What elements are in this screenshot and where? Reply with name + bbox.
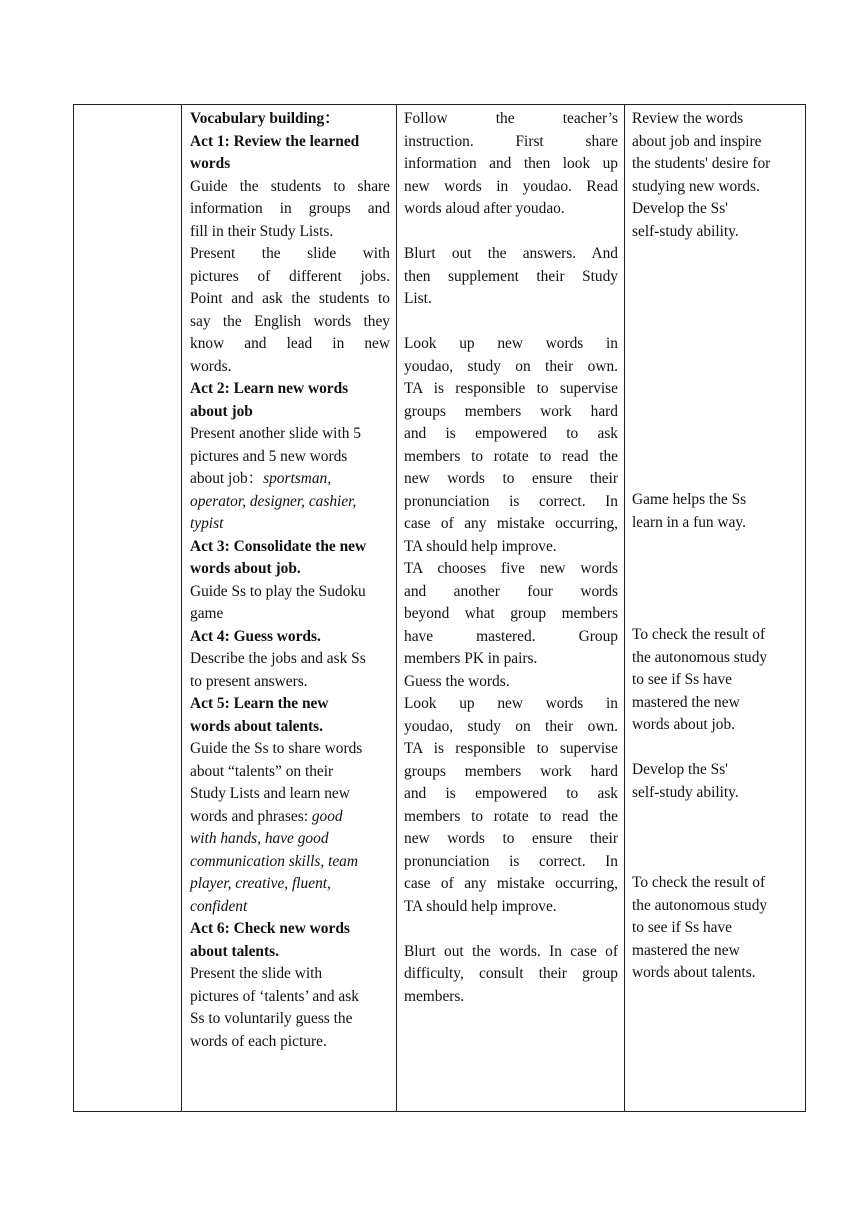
student-text: Guess the words. <box>404 672 510 690</box>
purpose-cell <box>632 872 802 985</box>
act1-text: Guide the students to share <box>190 177 390 195</box>
purpose-text: mastered the new <box>632 693 740 711</box>
student-text: TA is responsible to supervise <box>404 740 618 757</box>
act1-text: say the English words they <box>190 312 390 330</box>
student-text: TA is responsible to supervise <box>404 380 618 397</box>
teacher-activities-cell <box>190 108 390 1053</box>
purpose-text: self-study ability. <box>632 783 739 801</box>
act1-text: Present the slide with <box>190 245 390 262</box>
act1-text: information in groups and <box>190 200 390 217</box>
student-text: pronunciation is correct. In <box>404 852 618 870</box>
purpose-text: Develop the Ss' <box>632 200 728 217</box>
act5-phrases-lead: words and phrases: <box>190 807 308 825</box>
purpose-text: learn in a fun way. <box>632 513 746 531</box>
act2-about-job: about job： <box>190 470 264 487</box>
purpose-text: words about talents. <box>632 964 756 981</box>
act6-text: words of each picture. <box>190 1032 327 1050</box>
column-divider <box>396 105 397 1111</box>
purpose-text: To check the result of <box>632 626 766 643</box>
act5-title: Act 5: Learn the new <box>190 695 329 712</box>
act6-text: Ss to voluntarily guess the <box>190 1010 353 1027</box>
paragraph-gap <box>404 221 618 244</box>
column-divider <box>181 105 182 1111</box>
act4-text: Describe the jobs and ask Ss <box>190 650 366 667</box>
act6-title: about talents. <box>190 942 279 960</box>
student-text: new words to ensure their <box>404 830 618 847</box>
student-text: members. <box>404 987 465 1005</box>
act1-text: know and lead in new <box>190 335 390 352</box>
purpose-text: Review the words <box>632 110 744 127</box>
act3-title: Act 3: Consolidate the new <box>190 537 367 555</box>
purpose-text: Game helps the Ss <box>632 491 747 508</box>
act5-text: Study Lists and learn new <box>190 785 350 802</box>
purpose-cell <box>632 759 802 804</box>
student-text: instruction. First share <box>404 132 618 150</box>
purpose-cell <box>632 489 802 534</box>
act6-text: pictures of ‘talents’ and ask <box>190 987 359 1005</box>
act2-new-words: operator, designer, cashier, <box>190 492 357 510</box>
act3-text: game <box>190 605 224 622</box>
act6-text: Present the slide with <box>190 965 323 982</box>
act6-title: Act 6: Check new words <box>190 920 350 937</box>
purpose-text: Develop the Ss' <box>632 761 728 778</box>
student-text: members to rotate to read the <box>404 447 618 465</box>
student-text: members PK in pairs. <box>404 650 538 667</box>
act2-text: Present another slide with 5 <box>190 425 361 442</box>
student-text: have mastered. Group <box>404 627 618 645</box>
student-text: Look up new words in <box>404 695 618 712</box>
act3-title: words about job. <box>190 560 301 577</box>
purpose-text: the autonomous study <box>632 896 768 914</box>
column-divider <box>624 105 625 1111</box>
act2-title: about job <box>190 402 253 420</box>
act2-text-line <box>190 468 390 491</box>
student-text: words aloud after youdao. <box>404 200 565 217</box>
act5-text: Guide the Ss to share words <box>190 740 363 757</box>
student-text: groups members work hard <box>404 762 618 780</box>
student-text: groups members work hard <box>404 402 618 420</box>
student-text: beyond what group members <box>404 605 618 622</box>
purpose-text: the autonomous study <box>632 648 768 666</box>
purpose-text: to see if Ss have <box>632 919 733 936</box>
student-text: TA should help improve. <box>404 537 557 555</box>
act5-text: about “talents” on their <box>190 762 334 780</box>
student-text: and another four words <box>404 582 618 600</box>
student-text: TA chooses five new words <box>404 560 618 577</box>
student-text: TA should help improve. <box>404 897 557 915</box>
act2-title: Act 2: Learn new words <box>190 380 349 397</box>
act1-title: words <box>190 155 231 172</box>
student-text: Blurt out the words. In case of <box>404 942 618 960</box>
act4-title: Act 4: Guess words. <box>190 627 321 645</box>
paragraph-gap <box>404 311 618 334</box>
act1-text: Point and ask the students to <box>190 290 390 307</box>
lesson-plan-table <box>73 104 806 1112</box>
act5-text-line <box>190 806 390 829</box>
vocabulary-heading: Vocabulary building： <box>190 110 340 127</box>
student-text: Follow the teacher’s <box>404 110 618 127</box>
student-text: information and then look up <box>404 155 618 172</box>
act5-phrases: good <box>311 807 343 825</box>
purpose-text: To check the result of <box>632 874 766 891</box>
purpose-text: about job and inspire <box>632 132 762 150</box>
act5-phrases: confident <box>190 897 248 915</box>
purpose-text: to see if Ss have <box>632 671 733 688</box>
student-text: then supplement their Study <box>404 267 618 285</box>
student-text: members to rotate to read the <box>404 807 618 825</box>
act2-text: pictures and 5 new words <box>190 447 348 465</box>
act2-new-words: sportsman, <box>263 470 332 487</box>
student-text: new words to ensure their <box>404 470 618 487</box>
student-text: Look up new words in <box>404 335 618 352</box>
student-text: new words in youdao. Read <box>404 177 618 195</box>
purpose-text: mastered the new <box>632 941 740 959</box>
student-text: List. <box>404 290 432 307</box>
act5-title: words about talents. <box>190 717 323 735</box>
act3-text: Guide Ss to play the Sudoku <box>190 582 366 600</box>
act1-text: fill in their Study Lists. <box>190 222 334 240</box>
purpose-cell <box>632 108 802 243</box>
student-text: youdao, study on their own. <box>404 717 618 735</box>
purpose-cell <box>632 624 802 737</box>
purpose-text: words about job. <box>632 716 736 733</box>
student-text: Blurt out the answers. And <box>404 245 618 262</box>
purpose-text: the students' desire for <box>632 155 771 172</box>
purpose-text: self-study ability. <box>632 222 739 240</box>
student-text: youdao, study on their own. <box>404 357 618 375</box>
student-activities-cell <box>404 108 618 1008</box>
student-text: pronunciation is correct. In <box>404 492 618 510</box>
act1-text: words. <box>190 357 232 375</box>
student-text: case of any mistake occurring, <box>404 875 618 892</box>
act1-text: pictures of different jobs. <box>190 267 390 285</box>
purpose-text: studying new words. <box>632 177 760 195</box>
act4-text: to present answers. <box>190 672 308 690</box>
paragraph-gap <box>404 918 618 941</box>
student-text: case of any mistake occurring, <box>404 515 618 532</box>
act5-phrases: player, creative, fluent, <box>190 875 331 892</box>
act5-phrases: communication skills, team <box>190 852 358 870</box>
student-text: and is empowered to ask <box>404 425 618 442</box>
act5-phrases: with hands, have good <box>190 830 329 847</box>
act2-new-words: typist <box>190 515 224 532</box>
student-text: and is empowered to ask <box>404 785 618 802</box>
act1-title: Act 1: Review the learned <box>190 132 360 150</box>
student-text: difficulty, consult their group <box>404 965 618 982</box>
